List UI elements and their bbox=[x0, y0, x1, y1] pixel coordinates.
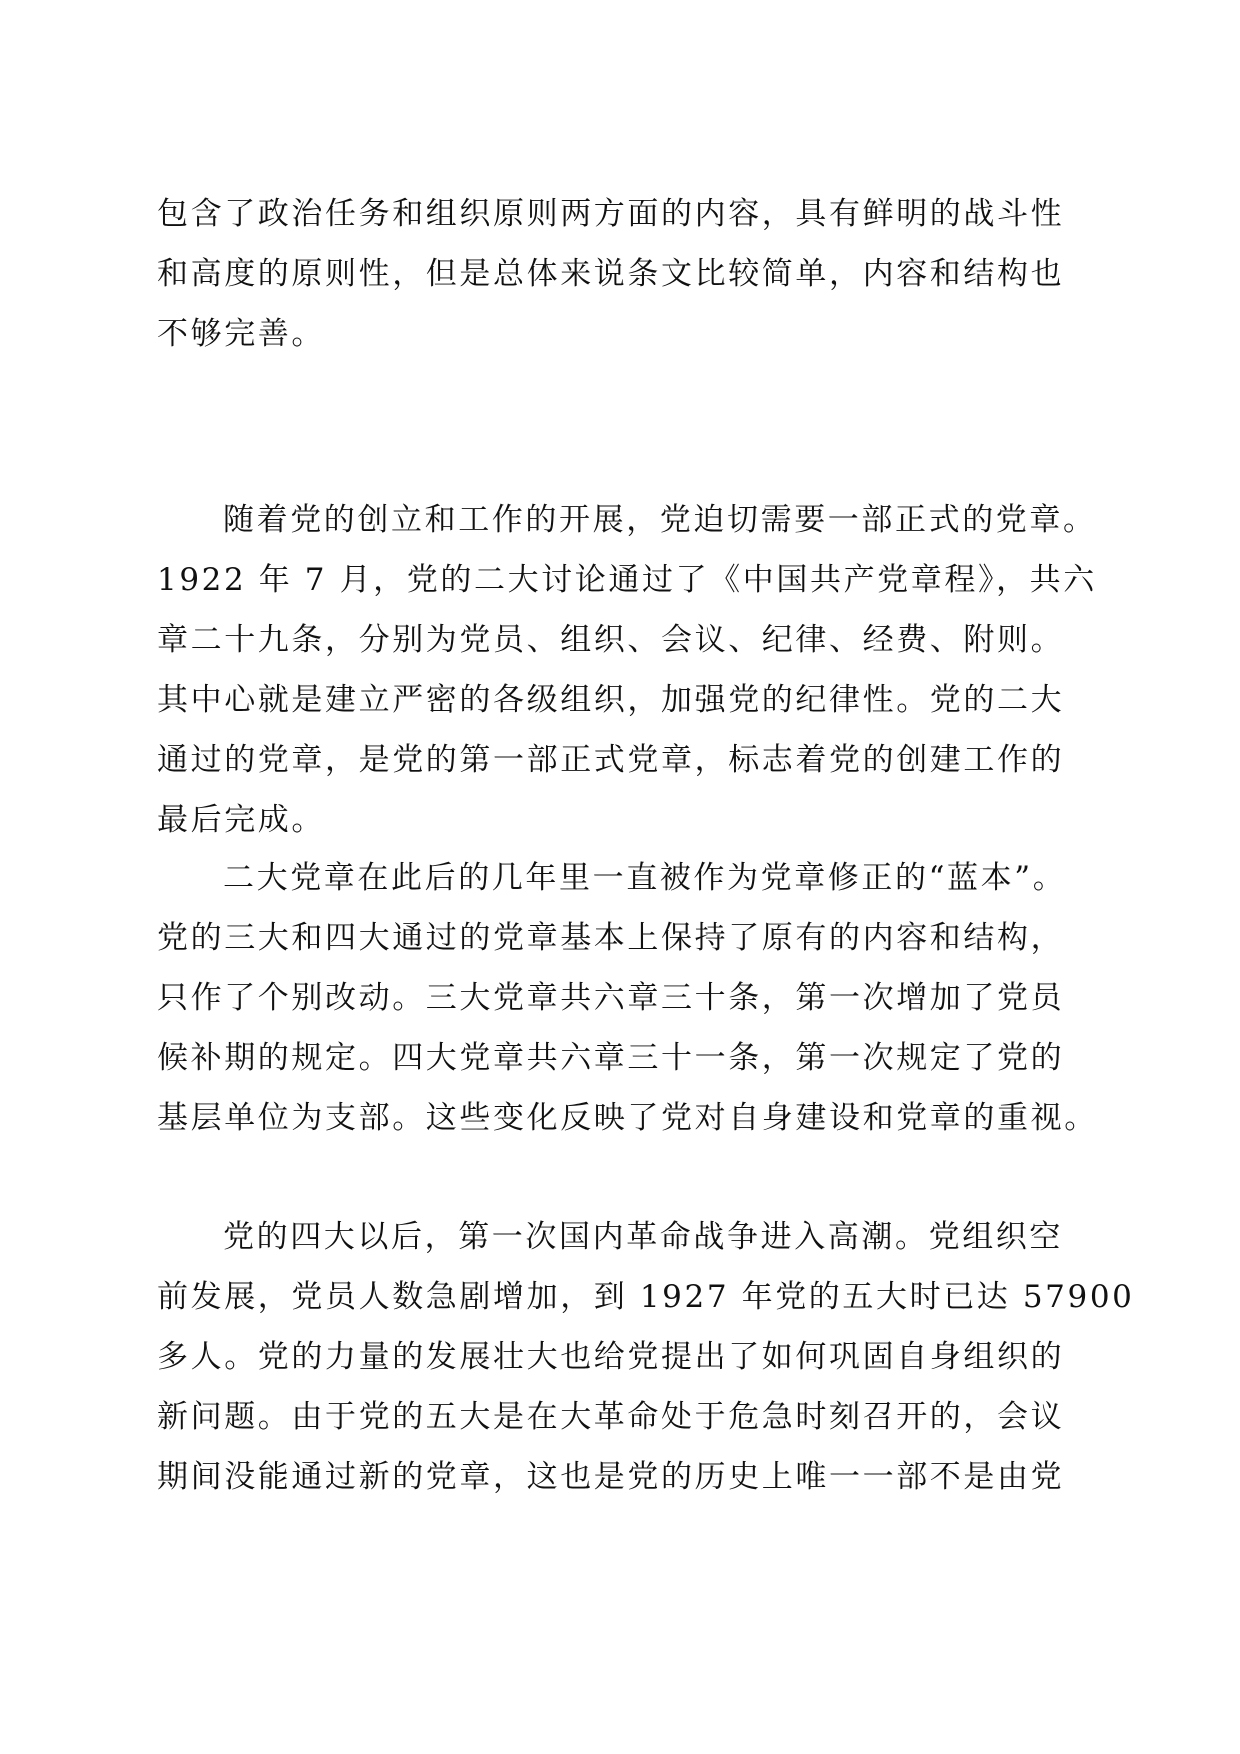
text-line: 基层单位为支部。这些变化反映了党对自身建设和党章的重视。 bbox=[157, 1100, 1098, 1136]
text-line: 其中心就是建立严密的各级组织，加强党的纪律性。党的二大 bbox=[157, 682, 1065, 718]
paragraph-continuation bbox=[157, 184, 1077, 364]
text-line: 最后完成。 bbox=[157, 802, 325, 838]
paragraph-fifth-congress bbox=[157, 1207, 1135, 1507]
text-line: 候补期的规定。四大党章共六章三十一条，第一次规定了党的 bbox=[157, 1040, 1065, 1076]
text-line: 章二十九条，分别为党员、组织、会议、纪律、经费、附则。 bbox=[157, 622, 1065, 658]
paragraph-second-congress bbox=[157, 490, 1097, 850]
text-line: 通过的党章，是党的第一部正式党章，标志着党的创建工作的 bbox=[157, 742, 1065, 778]
text-line: 新问题。由于党的五大是在大革命处于危急时刻召开的，会议 bbox=[157, 1399, 1065, 1435]
text-line: 党的四大以后，第一次国内革命战争进入高潮。党组织空 bbox=[223, 1219, 1063, 1255]
text-line: 前发展，党员人数急剧增加，到 1927 年党的五大时已达 57900 bbox=[157, 1279, 1135, 1315]
paragraph-third-fourth-congress bbox=[157, 848, 1098, 1148]
text-line: 多人。党的力量的发展壮大也给党提出了如何巩固自身组织的 bbox=[157, 1339, 1065, 1375]
text-line: 1922 年 7 月，党的二大讨论通过了《中国共产党章程》，共六 bbox=[157, 562, 1097, 598]
text-line: 不够完善。 bbox=[157, 316, 325, 352]
text-line: 党的三大和四大通过的党章基本上保持了原有的内容和结构， bbox=[157, 920, 1065, 956]
text-line: 期间没能通过新的党章，这也是党的历史上唯一一部不是由党 bbox=[157, 1459, 1065, 1495]
text-line: 只作了个别改动。三大党章共六章三十条，第一次增加了党员 bbox=[157, 980, 1065, 1016]
text-line: 随着党的创立和工作的开展，党迫切需要一部正式的党章。 bbox=[223, 502, 1097, 538]
text-line: 和高度的原则性，但是总体来说条文比较简单，内容和结构也 bbox=[157, 256, 1065, 292]
text-line: 包含了政治任务和组织原则两方面的内容，具有鲜明的战斗性 bbox=[157, 196, 1065, 232]
text-line: 二大党章在此后的几年里一直被作为党章修正的“蓝本”。 bbox=[223, 860, 1067, 896]
